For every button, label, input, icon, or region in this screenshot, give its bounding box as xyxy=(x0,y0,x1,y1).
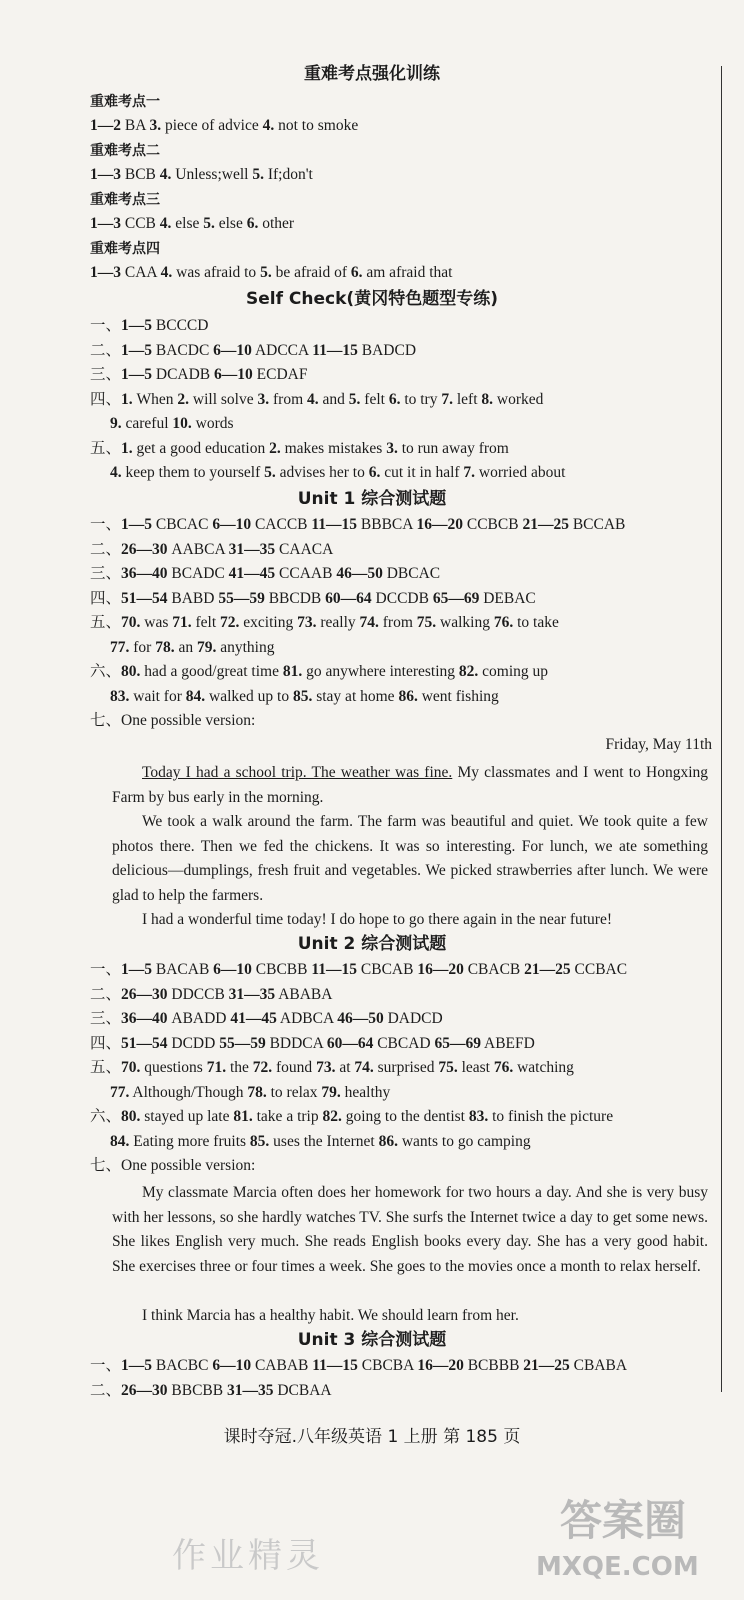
answer-line: 六、80. had a good/great time 81. go anywhere interesting 82. coming up xyxy=(90,663,549,680)
answer-line: 83. wait for 84. walked up to 85. stay at home 86. went fishing xyxy=(110,688,499,705)
answer-line: 9. careful 10. words xyxy=(110,415,234,432)
right-margin-rule xyxy=(721,66,722,1392)
essay-date: Friday, May 11th xyxy=(605,736,712,753)
answer-line: 77. Although/Though 78. to relax 79. healthy xyxy=(110,1084,391,1101)
answer-line: 4. keep them to yourself 5. advises her to 6. cut it in half 7. worried about xyxy=(110,464,566,481)
answer-line: 四、51—54 BABD 55—59 BBCDB 60—64 DCCDB 65—69 DEBAC xyxy=(90,590,536,607)
key-point-label: 重难考点二 xyxy=(90,143,160,159)
answer-line: 五、70. questions 71. the 72. found 73. at 74. surprised 75. least 76. watching xyxy=(90,1059,574,1076)
answer-line: 1—3 CCB 4. else 5. else 6. other xyxy=(90,215,295,232)
section-title-unit3: Unit 3 综合测试题 xyxy=(297,1330,447,1350)
answer-line: 四、51—54 DCDD 55—59 BDDCA 60—64 CBCAD 65—69 ABEFD xyxy=(90,1035,535,1052)
answer-line: 六、80. stayed up late 81. take a trip 82. going to the dentist 83. to finish the picture xyxy=(90,1108,614,1125)
answer-line: 一、1—5 BCCCD xyxy=(90,317,209,334)
essay-intro: 七、One possible version: xyxy=(90,1157,256,1174)
key-point-label: 重难考点四 xyxy=(90,241,160,257)
answer-line: 四、1. When 2. will solve 3. from 4. and 5. felt 6. to try 7. left 8. worked xyxy=(90,391,544,408)
essay-paragraph: Today I had a school trip. The weather was fine. My classmates and I went to Hongxing Farm by bus early in the morning. xyxy=(112,764,709,806)
watermark-logo: 答案圈 xyxy=(560,1496,687,1545)
section-title-unit1: Unit 1 综合测试题 xyxy=(297,489,447,509)
answer-line: 二、26—30 BBCBB 31—35 DCBAA xyxy=(90,1382,332,1399)
essay-paragraph: We took a walk around the farm. The farm was beautiful and quiet. We took quite a few photos there. Then we fed the chickens. It was so interesting. For lunch, we ate something delicious—dumplings, fresh fruit and vegetables. We picked strawberries after lunch. We were glad to help the farmers. xyxy=(112,813,708,904)
section-title-unit2: Unit 2 综合测试题 xyxy=(297,934,447,954)
answer-line: 1—3 CAA 4. was afraid to 5. be afraid of 6. am afraid that xyxy=(90,264,453,281)
answer-line: 一、1—5 CBCAC 6—10 CACCB 11—15 BBBCA 16—20 CCBCB 21—25 BCCAB xyxy=(90,516,626,533)
answer-line: 77. for 78. an 79. anything xyxy=(110,639,275,656)
key-point-label: 重难考点三 xyxy=(90,192,160,208)
answer-line: 五、70. was 71. felt 72. exciting 73. really 74. from 75. walking 76. to take xyxy=(90,614,559,631)
answer-line: 一、1—5 BACBC 6—10 CABAB 11—15 CBCBA 16—20 BCBBB 21—25 CBABA xyxy=(90,1357,628,1374)
answer-line: 三、1—5 DCADB 6—10 ECDAF xyxy=(90,366,308,383)
answer-line: 五、1. get a good education 2. makes mistakes 3. to run away from xyxy=(90,440,509,457)
answer-line: 二、26—30 AABCA 31—35 CAACA xyxy=(90,541,334,558)
answer-line: 1—2 BA 3. piece of advice 4. not to smoke xyxy=(90,117,359,134)
answer-line: 三、36—40 BCADC 41—45 CCAAB 46—50 DBCAC xyxy=(90,565,441,582)
watermark-url: MXQE.COM xyxy=(536,1552,699,1582)
answer-line: 一、1—5 BACAB 6—10 CBCBB 11—15 CBCAB 16—20 CBACB 21—25 CCBAC xyxy=(90,961,628,978)
essay-intro: 七、One possible version: xyxy=(90,712,256,729)
essay-paragraph: My classmate Marcia often does her homework for two hours a day. And she is very busy with her lessons, so she hardly watches TV. She surfs the Internet twice a day to get some news. She likes English very much. She reads English books every day. She has a very good habit. She exercises three or four times a week. She goes to the movies once a month to relax herself. xyxy=(112,1184,708,1275)
answer-line: 二、26—30 DDCCB 31—35 ABABA xyxy=(90,986,333,1003)
answer-line: 三、36—40 ABADD 41—45 ADBCA 46—50 DADCD xyxy=(90,1010,443,1027)
watermark: 作业精灵 xyxy=(172,1536,324,1576)
answer-line: 84. Eating more fruits 85. uses the Internet 86. wants to go camping xyxy=(110,1133,531,1150)
essay-paragraph: I had a wonderful time today! I do hope to go there again in the near future! xyxy=(142,911,612,928)
page-footer: 课时夺冠.八年级英语 1 上册 第 185 页 xyxy=(223,1427,521,1447)
section-title-self-check: Self Check(黄冈特色题型专练) xyxy=(246,289,498,309)
key-point-label: 重难考点一 xyxy=(90,94,160,110)
answer-line: 1—3 BCB 4. Unless;well 5. If;don't xyxy=(90,166,313,183)
section-title-key-points: 重难考点强化训练 xyxy=(304,64,440,84)
essay-paragraph: I think Marcia has a healthy habit. We should learn from her. xyxy=(142,1307,519,1324)
answer-line: 二、1—5 BACDC 6—10 ADCCA 11—15 BADCD xyxy=(90,342,417,359)
